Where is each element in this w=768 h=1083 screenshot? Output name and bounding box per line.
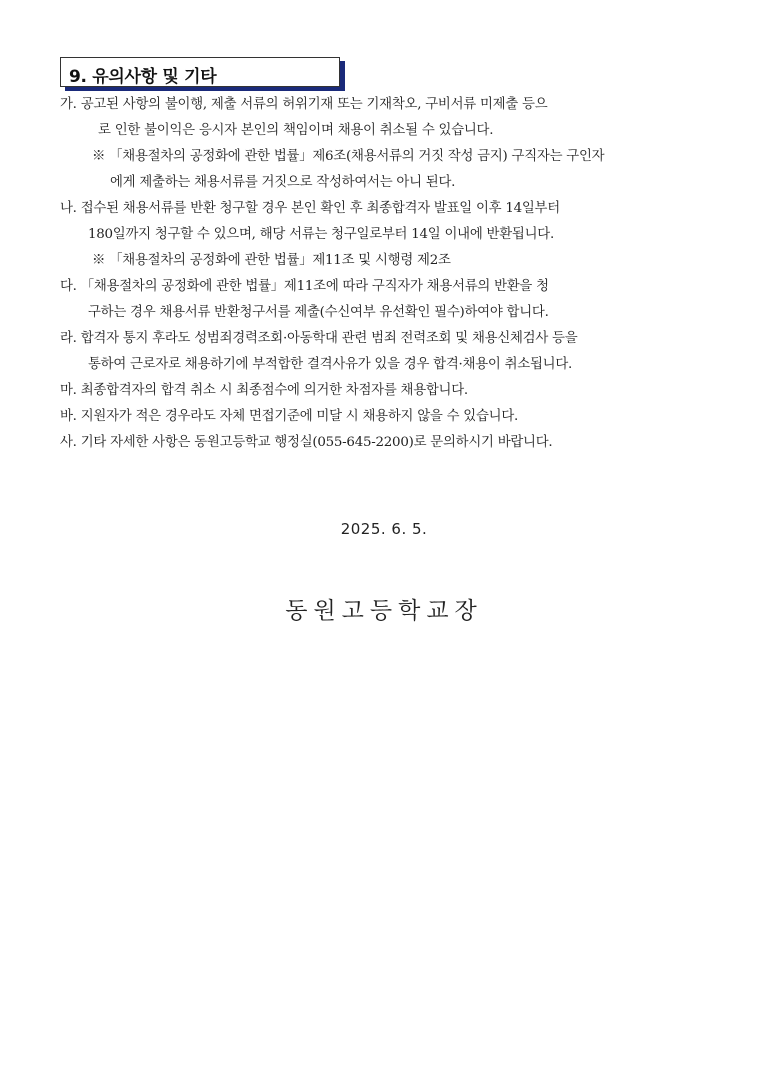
item-da-line-2: 구하는 경우 채용서류 반환청구서를 제출(수신여부 유선확인 필수)하여야 합니다. [88, 305, 549, 320]
item-sa-line-1: 사. 기타 자세한 사항은 동원고등학교 행정실(055-645-2200)로 문의하시기 바랍니다. [60, 435, 553, 450]
notice-date: 2025. 6. 5. [340, 520, 428, 538]
item-ra-line-1: 라. 합격자 통지 후라도 성범죄경력조회·아동학대 관련 범죄 전력조회 및 채용신체검사 등을 [60, 331, 578, 346]
note-1-line-2: 에게 제출하는 채용서류를 거짓으로 작성하여서는 아니 된다. [110, 175, 456, 190]
item-na-line-2: 180일까지 청구할 수 있으며, 해당 서류는 청구일로부터 14일 이내에 반환됩니다. [88, 227, 554, 242]
signer-name: 동원고등학교장 [285, 598, 483, 624]
item-ba-line-1: 바. 지원자가 적은 경우라도 자체 면접기준에 미달 시 채용하지 않을 수 있습니다. [60, 409, 519, 424]
note-2-line-1: ※ 「채용절차의 공정화에 관한 법률」제11조 및 시행령 제2조 [92, 253, 451, 268]
item-ga-line-2: 로 인한 불이익은 응시자 본인의 책임이며 채용이 취소될 수 있습니다. [98, 123, 494, 138]
item-ga-line-1: 가. 공고된 사항의 불이행, 제출 서류의 허위기재 또는 기재착오, 구비서류 미제출 등으 [60, 97, 548, 112]
section-header [60, 57, 340, 87]
item-ra-line-2: 통하여 근로자로 채용하기에 부적합한 결격사유가 있을 경우 합격·채용이 취소됩니다. [88, 357, 573, 372]
note-1-line-1: ※ 「채용절차의 공정화에 관한 법률」제6조(채용서류의 거짓 작성 금지) 구직자는 구인자 [92, 149, 605, 164]
item-da-line-1: 다. 「채용절차의 공정화에 관한 법률」제11조에 따라 구직자가 채용서류의 반환을 청 [60, 279, 549, 294]
item-ma-line-1: 마. 최종합격자의 합격 취소 시 최종점수에 의거한 차점자를 채용합니다. [60, 383, 468, 398]
item-na-line-1: 나. 접수된 채용서류를 반환 청구할 경우 본인 확인 후 최종합격자 발표일 이후 14일부터 [60, 201, 560, 216]
section-title: 9. 유의사항 및 기타 [69, 67, 217, 87]
